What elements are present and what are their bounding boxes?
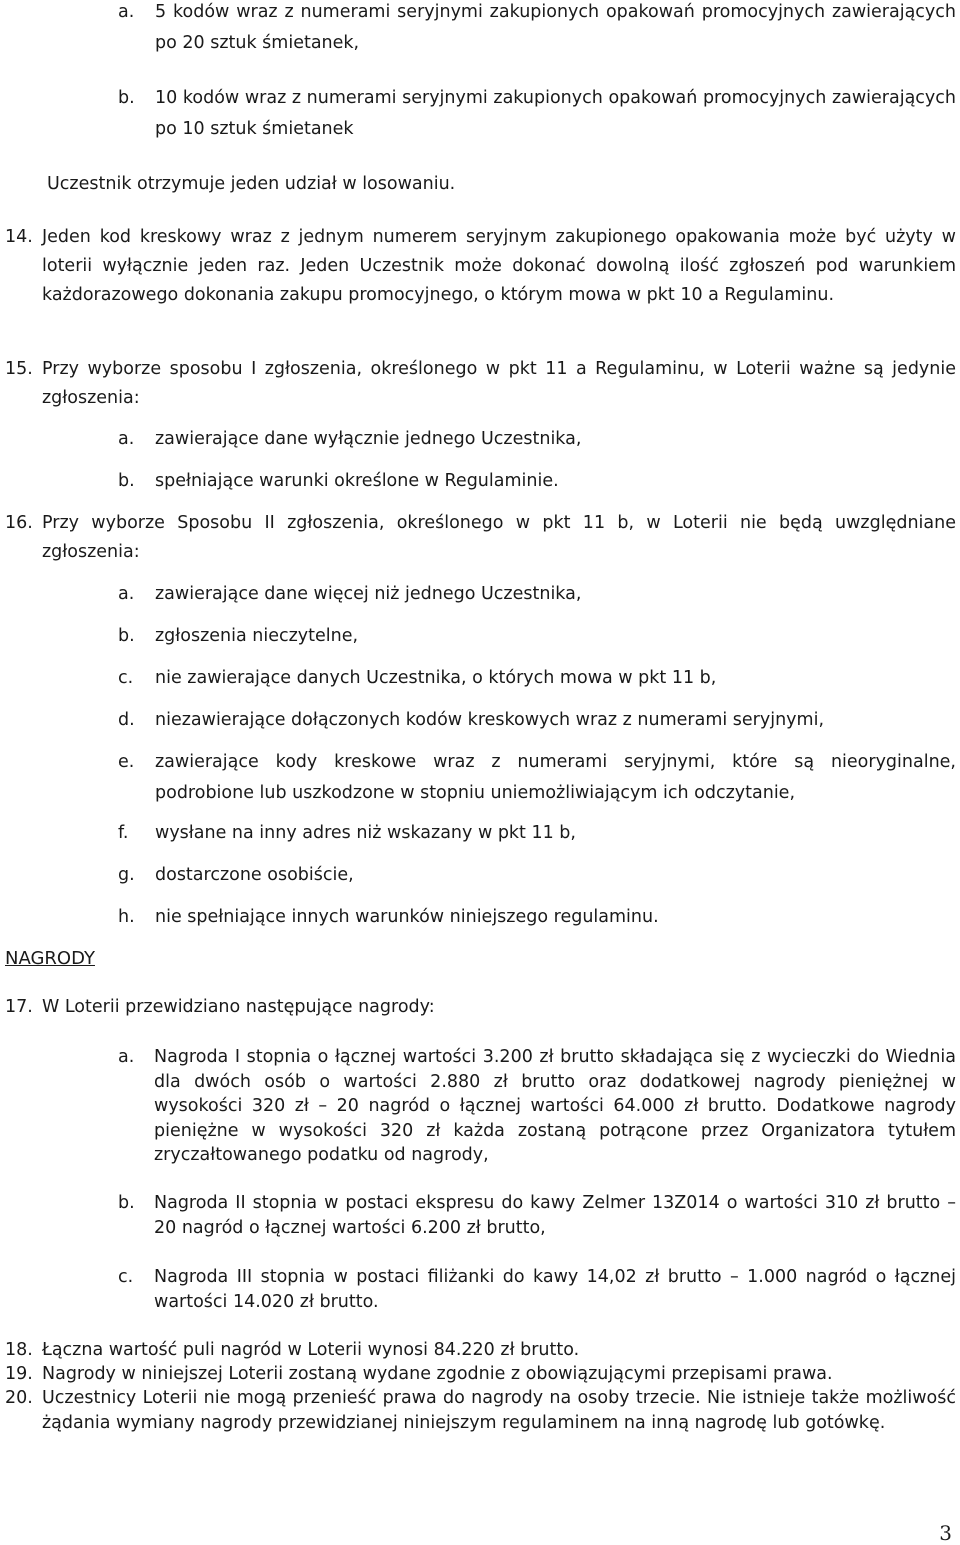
- list-label: f.: [118, 823, 129, 843]
- list-item-text: Nagroda III stopnia w postaci filiżanki do kawy 14,02 zł brutto – 1.000 nagród o łącznej wartości 14.020 zł brutto.: [154, 1267, 956, 1312]
- paragraph-18: [5, 1338, 956, 1363]
- list-label: a.: [118, 584, 135, 604]
- paragraph-text: Łączna wartość puli nagród w Loterii wynosi 84.220 zł brutto.: [42, 1340, 580, 1360]
- paragraph-13-tail: Uczestnik otrzymuje jeden udział w losowaniu.: [47, 174, 456, 194]
- list-item-text: Nagroda II stopnia w postaci ekspresu do kawy Zelmer 13Z014 o wartości 310 zł brutto – 20 nagród o łącznej wartości 6.200 zł brutto,: [154, 1193, 956, 1238]
- paragraph-19: [5, 1362, 956, 1387]
- paragraph-number: 14.: [5, 227, 33, 247]
- list-label: b.: [118, 88, 135, 108]
- list-label: b.: [118, 626, 135, 646]
- list-item-text: wysłane na inny adres niż wskazany w pkt 11 b,: [155, 823, 576, 843]
- paragraph-number: 15.: [5, 359, 33, 379]
- list-15-item-b: [118, 466, 956, 497]
- list-item-text: zawierające dane więcej niż jednego Uczestnika,: [155, 584, 582, 604]
- paragraph-17: [5, 993, 956, 1022]
- list-item-text: 10 kodów wraz z numerami seryjnymi zakupionych opakowań promocyjnych zawierających po 10 sztuk śmietanek: [155, 88, 956, 139]
- paragraph-number: 19.: [5, 1364, 33, 1384]
- list-label: h.: [118, 907, 135, 927]
- list-17-item-b: [118, 1191, 956, 1240]
- paragraph-text: Uczestnicy Loterii nie mogą przenieść prawa do nagrody na osoby trzecie. Nie istnieje także możliwość żądania wymiany nagrody przewidzianej niniejszym regulaminem na inną nagrodę lub gotówkę.: [42, 1388, 956, 1433]
- list-label: b.: [118, 471, 135, 491]
- list-16-item-c: [118, 663, 956, 694]
- list-label: c.: [118, 1267, 134, 1287]
- list-item-text: dostarczone osobiście,: [155, 865, 354, 885]
- list-label: d.: [118, 710, 135, 730]
- list-item-text: spełniające warunki określone w Regulaminie.: [155, 471, 559, 491]
- paragraph-text: Przy wyborze sposobu I zgłoszenia, określonego w pkt 11 a Regulaminu, w Loterii ważne są jedynie zgłoszenia:: [42, 359, 956, 408]
- list-item-text: nie spełniające innych warunków niniejszego regulaminu.: [155, 907, 659, 927]
- paragraph-text: W Loterii przewidziano następujące nagrody:: [42, 997, 435, 1017]
- section-heading-nagrody: NAGRODY: [5, 948, 95, 969]
- paragraph-text: Nagrody w niniejszej Loterii zostaną wydane zgodnie z obowiązującymi przepisami prawa.: [42, 1364, 833, 1384]
- list-item-text: zawierające kody kreskowe wraz z numerami seryjnymi, które są nieoryginalne, podrobione lub uszkodzone w stopniu uniemożliwiającym ich odczytanie,: [155, 752, 956, 803]
- paragraph-text: Przy wyborze Sposobu II zgłoszenia, określonego w pkt 11 b, w Loterii nie będą uwzględniane zgłoszenia:: [42, 513, 956, 562]
- list-16-item-e: [118, 747, 956, 809]
- list-item-text: niezawierające dołączonych kodów kreskowych wraz z numerami seryjnymi,: [155, 710, 825, 730]
- list-label: a.: [118, 2, 135, 22]
- paragraph-20: [5, 1386, 956, 1435]
- list-label: a.: [118, 1047, 135, 1067]
- list-item-text: Nagroda I stopnia o łącznej wartości 3.200 zł brutto składająca się z wycieczki do Wiednia dla dwóch osób o wartości 2.880 zł brutto oraz dodatkowej nagrody pieniężnej w wysokości 320 zł – 20 nagród o łącznej wartości 64.000 zł brutto. Dodatkowe nagrody pieniężne w wysokości 320 zł każda zostaną potrącone przez Organizatora tytułem zryczałtowanego podatku od nagrody,: [154, 1047, 956, 1165]
- paragraph-16: [5, 509, 956, 567]
- list-16-item-h: [118, 902, 956, 933]
- list-label: e.: [118, 752, 135, 772]
- list-item-text: 5 kodów wraz z numerami seryjnymi zakupionych opakowań promocyjnych zawierających po 20 sztuk śmietanek,: [155, 2, 956, 53]
- list-label: b.: [118, 1193, 135, 1213]
- page-number: 3: [939, 1521, 952, 1545]
- list-16-item-a: [118, 579, 956, 610]
- list-label: g.: [118, 865, 135, 885]
- list-item-text: zgłoszenia nieczytelne,: [155, 626, 359, 646]
- list-17-item-a: [118, 1045, 956, 1168]
- list-label: c.: [118, 668, 134, 688]
- list-label: a.: [118, 429, 135, 449]
- list-17-item-c: [118, 1265, 956, 1314]
- list-13-item-b: [118, 83, 956, 145]
- list-16-item-d: [118, 705, 956, 736]
- paragraph-number: 17.: [5, 997, 33, 1017]
- list-13-item-a: [118, 0, 956, 59]
- paragraph-14: [5, 223, 956, 310]
- list-15-item-a: [118, 424, 956, 455]
- list-item-text: zawierające dane wyłącznie jednego Uczestnika,: [155, 429, 582, 449]
- list-16-item-g: [118, 860, 956, 891]
- list-item-text: nie zawierające danych Uczestnika, o których mowa w pkt 11 b,: [155, 668, 717, 688]
- paragraph-number: 16.: [5, 513, 33, 533]
- paragraph-number: 20.: [5, 1388, 33, 1408]
- paragraph-15: [5, 355, 956, 413]
- paragraph-number: 18.: [5, 1340, 33, 1360]
- paragraph-text: Jeden kod kreskowy wraz z jednym numerem seryjnym zakupionego opakowania może być użyty w loterii wyłącznie jeden raz. Jeden Uczestnik może dokonać dowolną ilość zgłoszeń pod warunkiem każdorazowego dokonania zakupu promocyjnego, o którym mowa w pkt 10 a Regulaminu.: [42, 227, 956, 305]
- list-16-item-f: [118, 818, 956, 849]
- list-16-item-b: [118, 621, 956, 652]
